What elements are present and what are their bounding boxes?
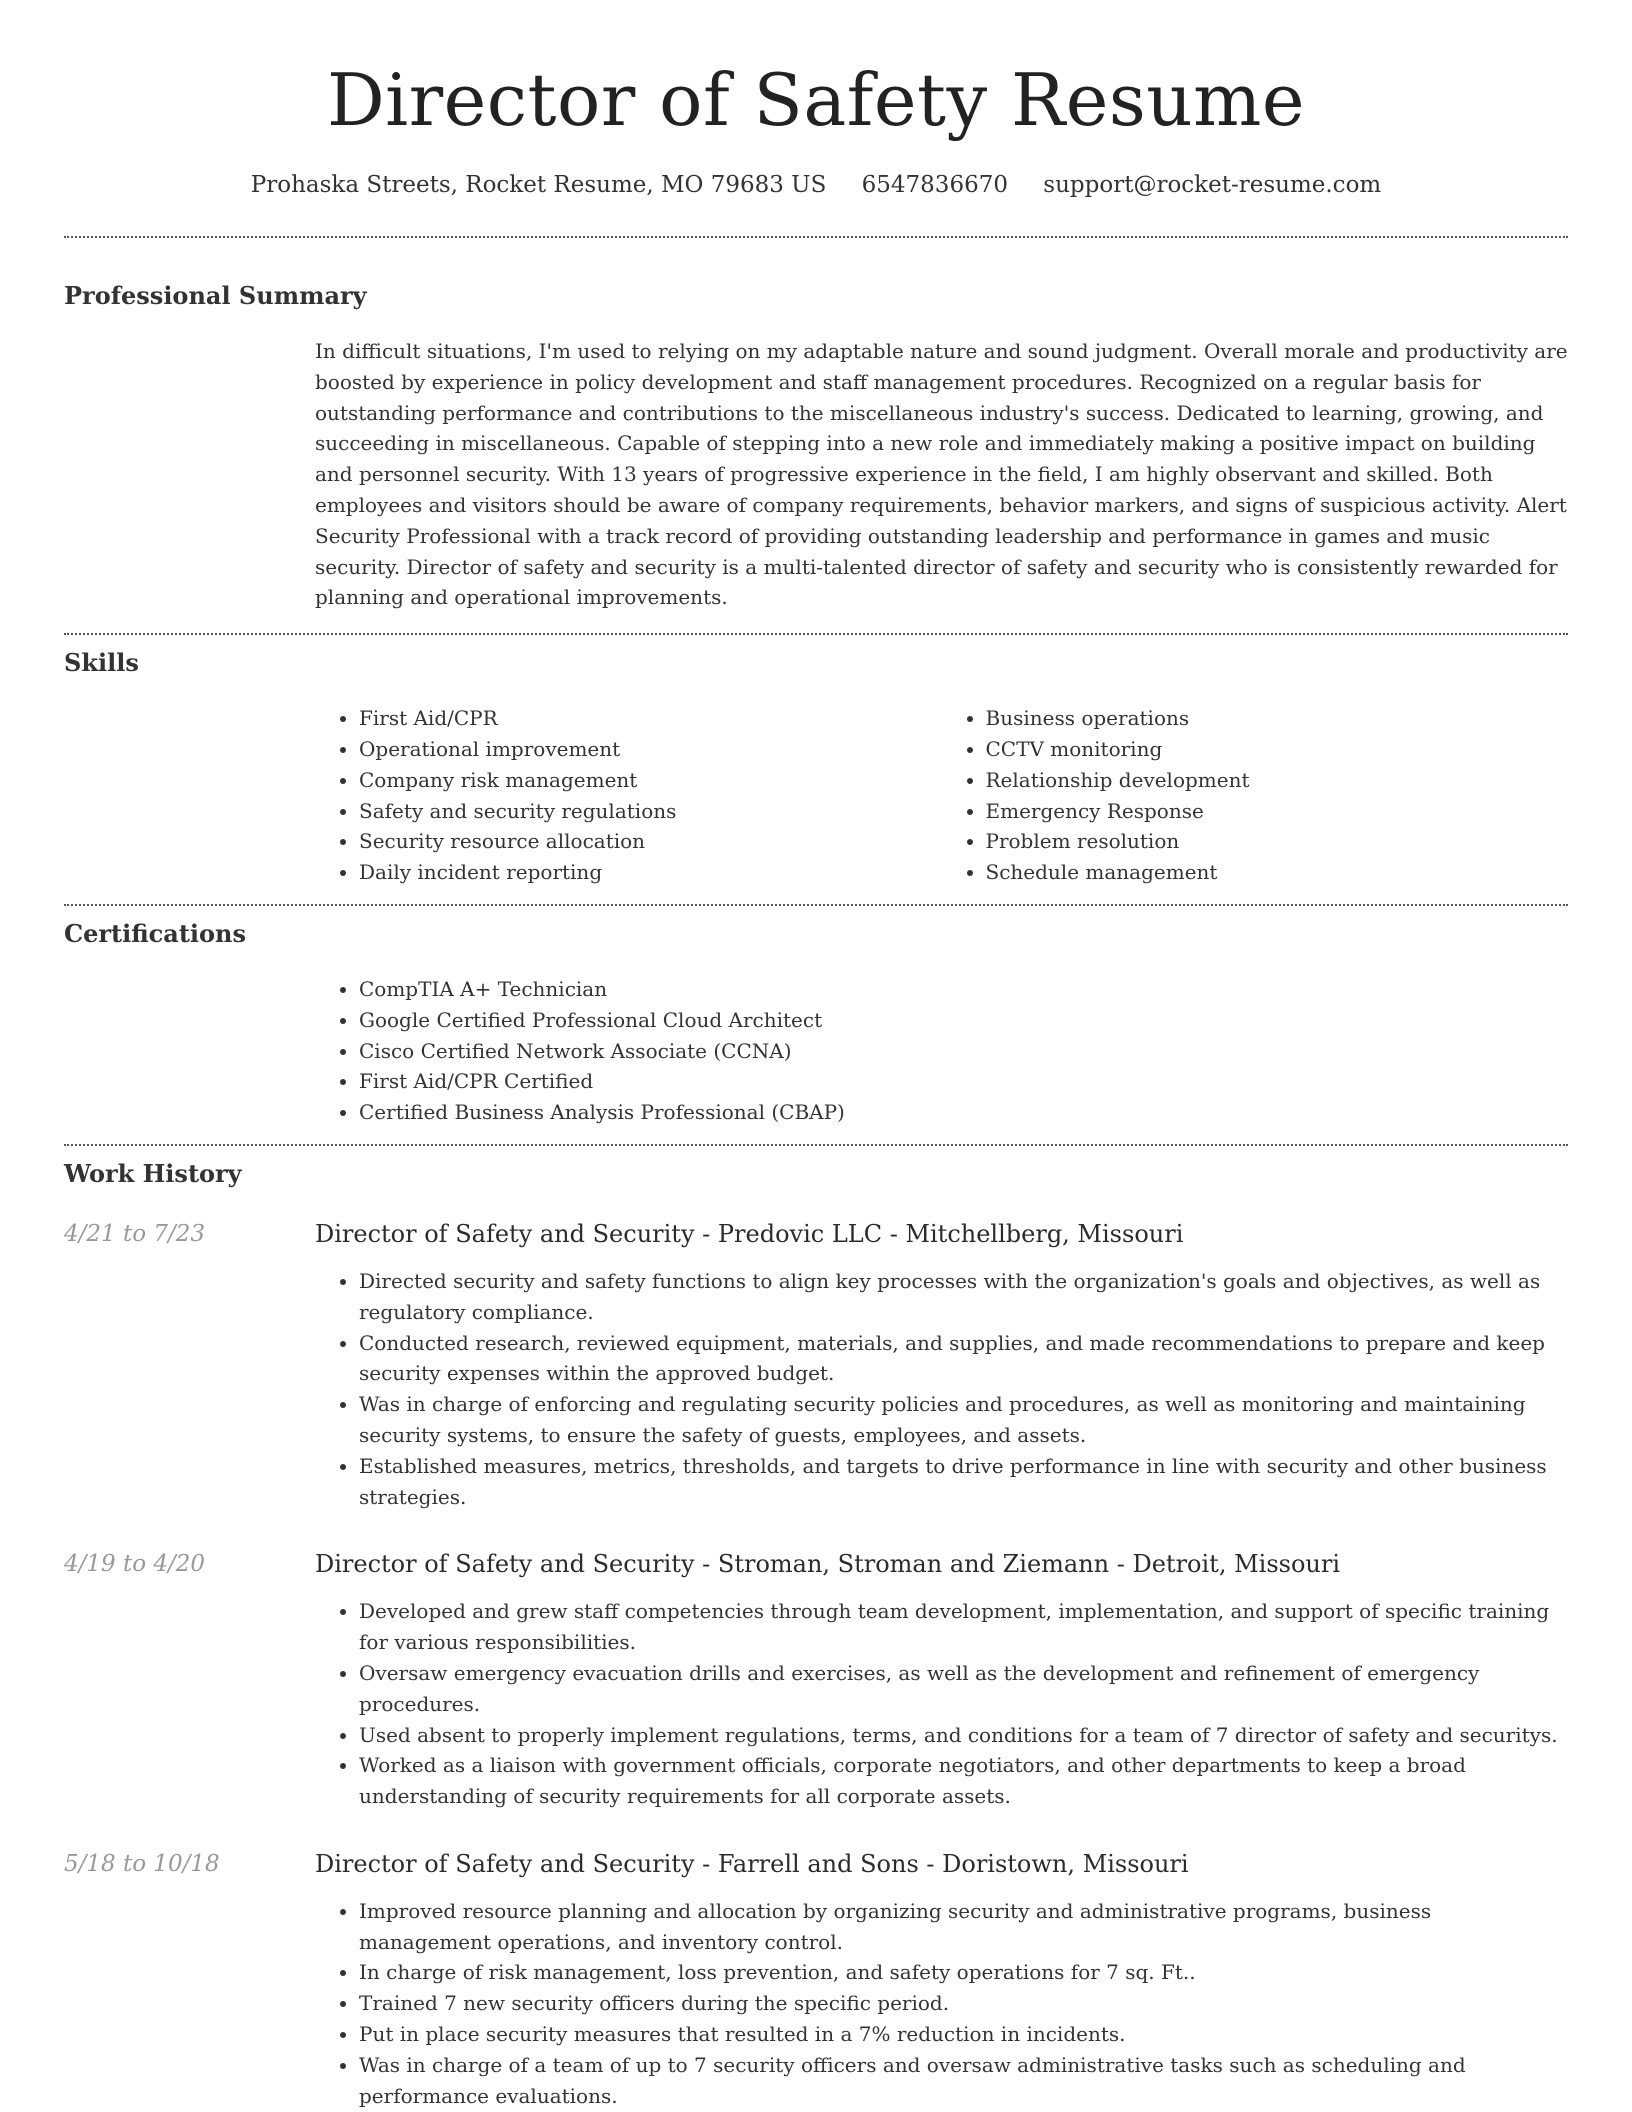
job-details <box>315 1848 1568 2112</box>
certifications-bullets <box>315 974 1568 1128</box>
contact-phone: 6547836670 <box>861 172 1008 198</box>
job-entry <box>64 1218 1568 1512</box>
skill-item: • CCTV monitoring <box>986 734 1569 765</box>
job-entry <box>64 1848 1568 2112</box>
certifications-heading: Certifications <box>64 918 247 948</box>
skills-heading: Skills <box>64 648 139 678</box>
job-bullets <box>315 1896 1568 2112</box>
certification-item: • CompTIA A+ Technician <box>359 974 1568 1005</box>
resume-title: Director of Safety Resume <box>326 58 1306 142</box>
job-bullet: • Improved resource planning and allocation by organizing security and administrative programs, business management operations, and inventory control. <box>359 1896 1568 1958</box>
job-details <box>315 1218 1568 1512</box>
skill-item: • Schedule management <box>986 857 1569 888</box>
job-bullet: • Oversaw emergency evacuation drills and exercises, as well as the development and refinement of emergency procedures. <box>359 1658 1568 1720</box>
skills-list <box>315 703 1568 888</box>
job-dates: 5/18 to 10/18 <box>64 1850 220 1877</box>
section-divider <box>64 633 1568 635</box>
section-divider <box>64 1144 1568 1146</box>
job-dates: 4/21 to 7/23 <box>64 1220 206 1247</box>
skill-item: • Emergency Response <box>986 796 1569 827</box>
contact-address: Prohaska Streets, Rocket Resume, MO 79683 US <box>250 172 827 198</box>
certification-item: • Certified Business Analysis Professional (CBAP) <box>359 1097 1568 1128</box>
job-bullet: • Trained 7 new security officers during the specific period. <box>359 1988 1568 2019</box>
job-details <box>315 1548 1568 1812</box>
summary-text: In difficult situations, I'm used to relying on my adaptable nature and sound judgment. Overall morale and productivity are boosted by experience in policy development and staff management procedures. Recognized on a regular basis for outstanding performance and contributions to the miscellaneous industry's success. Dedicated to learning, growing, and succeeding in miscellaneous. Capable of stepping into a new role and immediately making a positive impact on building and personnel security. With 13 years of progressive experience in the field, I am highly observant and skilled. Both employees and visitors should be aware of company requirements, behavior markers, and signs of suspicious activity. Alert Security Professional with a track record of providing outstanding leadership and performance in games and music security. Director of safety and security is a multi-talented director of safety and security who is consistently rewarded for planning and operational improvements. <box>315 339 1568 610</box>
job-bullet: • Was in charge of a team of up to 7 security officers and oversaw administrative tasks such as scheduling and performance evaluations. <box>359 2050 1568 2112</box>
skill-item: • Relationship development <box>986 765 1569 796</box>
skill-item: • Safety and security regulations <box>359 796 942 827</box>
summary-section <box>64 280 1568 613</box>
skill-item: • First Aid/CPR <box>359 703 942 734</box>
certification-item: • Cisco Certified Network Associate (CCNA) <box>359 1036 1568 1067</box>
work-history-section <box>64 1158 1568 2112</box>
certification-item: • First Aid/CPR Certified <box>359 1066 1568 1097</box>
job-title: Director of Safety and Security - Stroman, Stroman and Ziemann - Detroit, Missouri <box>315 1550 1341 1579</box>
skill-item: • Business operations <box>986 703 1569 734</box>
job-bullet: • Put in place security measures that resulted in a 7% reduction in incidents. <box>359 2019 1568 2050</box>
skills-column-left <box>315 703 942 888</box>
job-title: Director of Safety and Security - Farrell and Sons - Doristown, Missouri <box>315 1849 1189 1878</box>
contact-line <box>64 168 1568 202</box>
certification-item: • Google Certified Professional Cloud Architect <box>359 1005 1568 1036</box>
certifications-list <box>315 974 1568 1128</box>
job-bullet: • Established measures, metrics, thresholds, and targets to drive performance in line with security and other business strategies. <box>359 1451 1568 1513</box>
work-history-heading: Work History <box>64 1158 242 1188</box>
contact-email: support@rocket-resume.com <box>1043 172 1382 198</box>
skill-item: • Problem resolution <box>986 826 1569 857</box>
job-bullet: • Directed security and safety functions to align key processes with the organization's goals and objectives, as well as regulatory compliance. <box>359 1266 1568 1328</box>
skills-column-right <box>942 703 1569 888</box>
job-bullet: • Used absent to properly implement regulations, terms, and conditions for a team of 7 director of safety and securitys. <box>359 1720 1568 1751</box>
job-bullet: • Conducted research, reviewed equipment, materials, and supplies, and made recommendations to prepare and keep security expenses within the approved budget. <box>359 1328 1568 1390</box>
certifications-section <box>64 918 1568 1128</box>
job-bullet: • In charge of risk management, loss prevention, and safety operations for 7 sq. Ft.. <box>359 1957 1568 1988</box>
job-entry <box>64 1548 1568 1812</box>
summary-heading: Professional Summary <box>64 281 367 310</box>
section-divider <box>64 904 1568 906</box>
section-divider <box>64 236 1568 238</box>
job-bullets <box>315 1596 1568 1812</box>
job-dates: 4/19 to 4/20 <box>64 1551 206 1578</box>
job-title: Director of Safety and Security - Predovic LLC - Mitchellberg, Missouri <box>315 1219 1184 1248</box>
job-bullet: • Developed and grew staff competencies through team development, implementation, and support of specific training for various responsibilities. <box>359 1596 1568 1658</box>
job-bullets <box>315 1266 1568 1512</box>
job-bullet: • Worked as a liaison with government officials, corporate negotiators, and other departments to keep a broad understanding of security requirements for all corporate assets. <box>359 1750 1568 1812</box>
skill-item: • Operational improvement <box>359 734 942 765</box>
job-bullet: • Was in charge of enforcing and regulating security policies and procedures, as well as monitoring and maintaining security systems, to ensure the safety of guests, employees, and assets. <box>359 1389 1568 1451</box>
skills-section <box>64 647 1568 888</box>
skill-item: • Security resource allocation <box>359 826 942 857</box>
skill-item: • Daily incident reporting <box>359 857 942 888</box>
skill-item: • Company risk management <box>359 765 942 796</box>
